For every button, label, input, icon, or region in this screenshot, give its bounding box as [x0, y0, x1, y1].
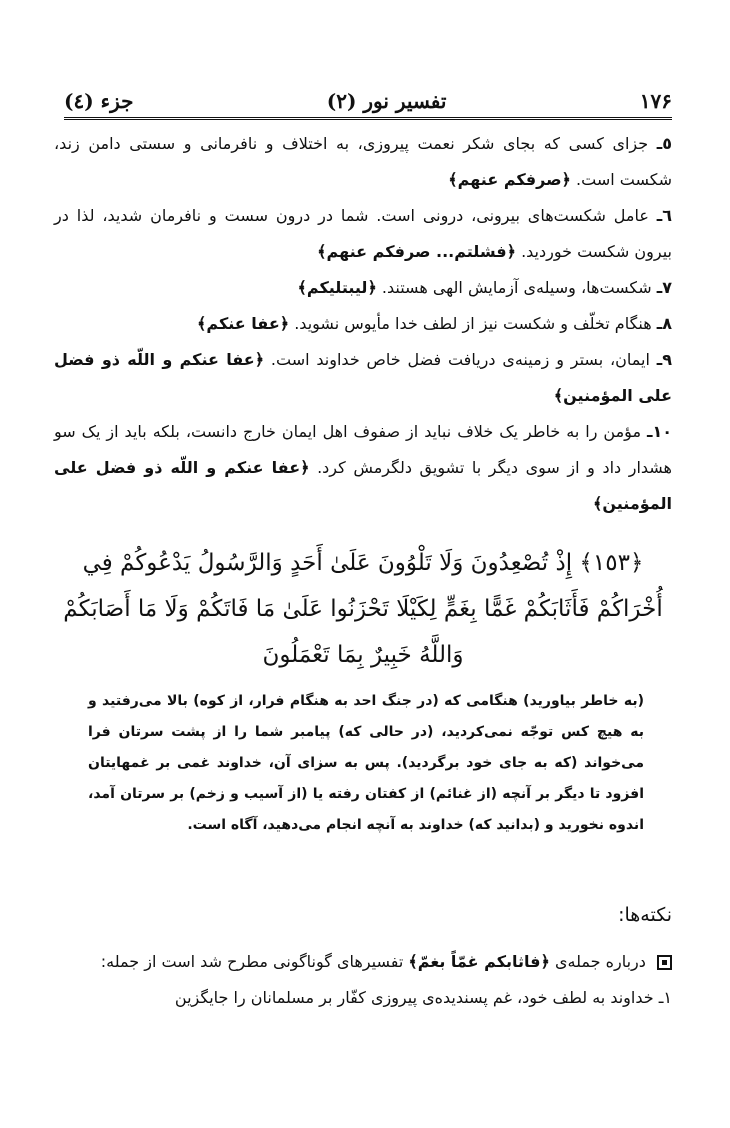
notes-heading: نکته‌ها:	[618, 904, 672, 926]
lesson-item	[54, 414, 672, 522]
verse-translation: (به خاطر بیاورید) هنگامی که (در جنگ احد به هنگام فرار، از کوه) بالا می‌رفتید و به هیچ کس توجّه نمی‌کردید، (در حالی که) پیامبر شما را از پشت سرتان فرا می‌خواند (که به جای خود برگردید). پس به سزای آن، خداوند غمی بر غمهایتان افزود تا دیگر بر آنچه (از غنائم) از کفتان رفته یا (از آسیب و زخم) بر سرتان آمد، اندوه نخورید و (بدانید که) خداوند به آنچه انجام می‌دهید، آگاه است.	[88, 693, 644, 833]
lesson-text: هنگام تخلّف و شکست نیز از لطف خدا مأیوس نشوید.	[294, 314, 652, 333]
lesson-text: جزای کسی که بجای شکر نعمت پیروزی، به اختلاف و نافرمانی و سستی دامن زند، شکست است.	[54, 134, 672, 189]
part-label: جزء (٤)	[64, 89, 134, 113]
lesson-quote: ﴿عفا عنکم و اللّه ذو فضل علی المؤمنین﴾	[54, 458, 672, 513]
lesson-item	[54, 306, 672, 342]
notes-intro-before: درباره جمله‌ی	[554, 952, 646, 971]
lesson-number: ٧ـ	[656, 278, 672, 297]
notes-intro-quote: ﴿فاثابکم غمّاً بغمّ﴾	[408, 952, 550, 971]
lesson-item	[54, 270, 672, 306]
square-bullet-icon	[657, 955, 672, 970]
book-title: تفسیر نور (۲)	[326, 89, 447, 113]
lesson-number: ٨ـ	[656, 314, 672, 333]
notes-item: ۱ـ خداوند به لطف خود، غم پسندیده‌ی پیروزی کفّار بر مسلمانان را جایگزین	[174, 988, 672, 1007]
lesson-text: شکست‌ها، وسیله‌ی آزمایش الهی هستند.	[381, 278, 652, 297]
lesson-quote: ﴿عفا عنکم و اللّه ذو فضل علی المؤمنین﴾	[54, 350, 672, 405]
quran-verse: ﴿١٥٣﴾ إِذْ تُصْعِدُونَ وَلَا تَلْوُونَ عَلَىٰ أَحَدٍ وَالرَّسُولُ يَدْعُوكُمْ فِي أُخْرَاكُمْ فَأَثَابَكُمْ غَمًّا بِغَمٍّ لِكَيْلَا تَحْزَنُوا عَلَىٰ مَا فَاتَكُمْ وَلَا مَا أَصَابَكُمْ وَاللَّهُ خَبِيرٌ بِمَا تَعْمَلُونَ	[63, 550, 663, 668]
notes-intro	[54, 944, 672, 980]
lesson-quote: ﴿عفا عنکم﴾	[197, 314, 290, 333]
lesson-item	[54, 342, 672, 414]
lesson-number: ١٠ـ	[647, 422, 672, 441]
lesson-number: ٥ـ	[656, 134, 672, 153]
lesson-number: ٩ـ	[656, 350, 673, 369]
lesson-quote: ﴿صرفکم عنهم﴾	[448, 170, 571, 189]
lesson-text: مؤمن را به خاطر یک خلاف نباید از صفوف اهل ایمان خارج دانست، بلکه باید از یک سو هشدار داد و از سوی دیگر با تشویق دلگرمش کرد.	[54, 422, 672, 477]
lessons-list	[54, 126, 672, 522]
page-number: ۱۷۶	[639, 89, 672, 113]
lesson-item	[54, 198, 672, 270]
notes-section	[54, 944, 672, 1016]
lesson-text: ایمان، بستر و زمینه‌ی دریافت فضل خاص خداوند است.	[270, 350, 650, 369]
lesson-text: عامل شکست‌های بیرونی، درونی است. شما در درون سست و نافرمان شدید، لذا در بیرون شکست خوردید.	[54, 206, 672, 261]
lesson-quote: ﴿فشلتم... صرفکم عنهم﴾	[317, 242, 516, 261]
lesson-number: ٦ـ	[656, 206, 673, 225]
page-header	[64, 84, 672, 120]
lesson-item	[54, 126, 672, 198]
notes-intro-after: تفسیرهای گوناگونی مطرح شد است از جمله:	[100, 952, 404, 971]
lesson-quote: ﴿لیبتلیکم﴾	[297, 278, 377, 297]
